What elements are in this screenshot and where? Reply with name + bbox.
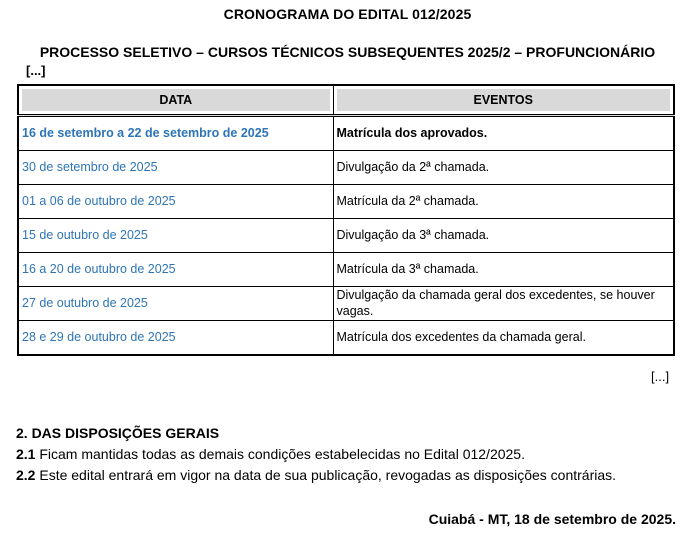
ellipsis-marker-bottom: [...] [651,369,670,384]
row-event: Divulgação da 3ª chamada. [333,219,674,253]
row-date: 30 de setembro de 2025 [18,151,333,185]
row-event: Matrícula dos excedentes da chamada geral. [333,321,674,356]
provision-text: Este edital entrará em vigor na data de sua publicação, revogadas as disposições contrárias. [39,467,617,483]
ellipsis-marker-top: [...] [26,63,46,78]
table-row [18,253,674,287]
row-event: Matrícula dos aprovados. [333,116,674,151]
section-heading: 2. DAS DISPOSIÇÕES GERAIS [16,425,220,441]
table-header-row [18,85,674,116]
schedule-table [17,84,675,356]
provision-item [16,467,616,483]
provision-item [16,446,525,462]
place-date-signature: Cuiabá - MT, 18 de setembro de 2025. [428,511,676,527]
table-row [18,151,674,185]
column-header-events: EVENTOS [333,85,674,116]
row-event: Divulgação da 2ª chamada. [333,151,674,185]
column-header-date: DATA [18,85,333,116]
table-row [18,219,674,253]
provision-number: 2.1 [16,446,36,462]
row-date: 27 de outubro de 2025 [18,287,333,321]
row-date: 01 a 06 de outubro de 2025 [18,185,333,219]
table-row [18,185,674,219]
row-date: 16 de setembro a 22 de setembro de 2025 [18,116,333,151]
row-event: Matrícula da 2ª chamada. [333,185,674,219]
document-title: CRONOGRAMA DO EDITAL 012/2025 [223,6,472,22]
row-event: Matrícula da 3ª chamada. [333,253,674,287]
table-row [18,321,674,356]
provision-number: 2.2 [16,467,36,483]
table-row [18,287,674,321]
document-subtitle: PROCESSO SELETIVO – CURSOS TÉCNICOS SUBSEQUENTES 2025/2 – PROFUNCIONÁRIO [39,44,656,60]
row-date: 16 a 20 de outubro de 2025 [18,253,333,287]
row-date: 28 e 29 de outubro de 2025 [18,321,333,356]
row-date: 15 de outubro de 2025 [18,219,333,253]
provision-text: Ficam mantidas todas as demais condições estabelecidas no Edital 012/2025. [39,446,525,462]
row-event: Divulgação da chamada geral dos excedentes, se houver vagas. [333,287,674,321]
table-row [18,116,674,151]
